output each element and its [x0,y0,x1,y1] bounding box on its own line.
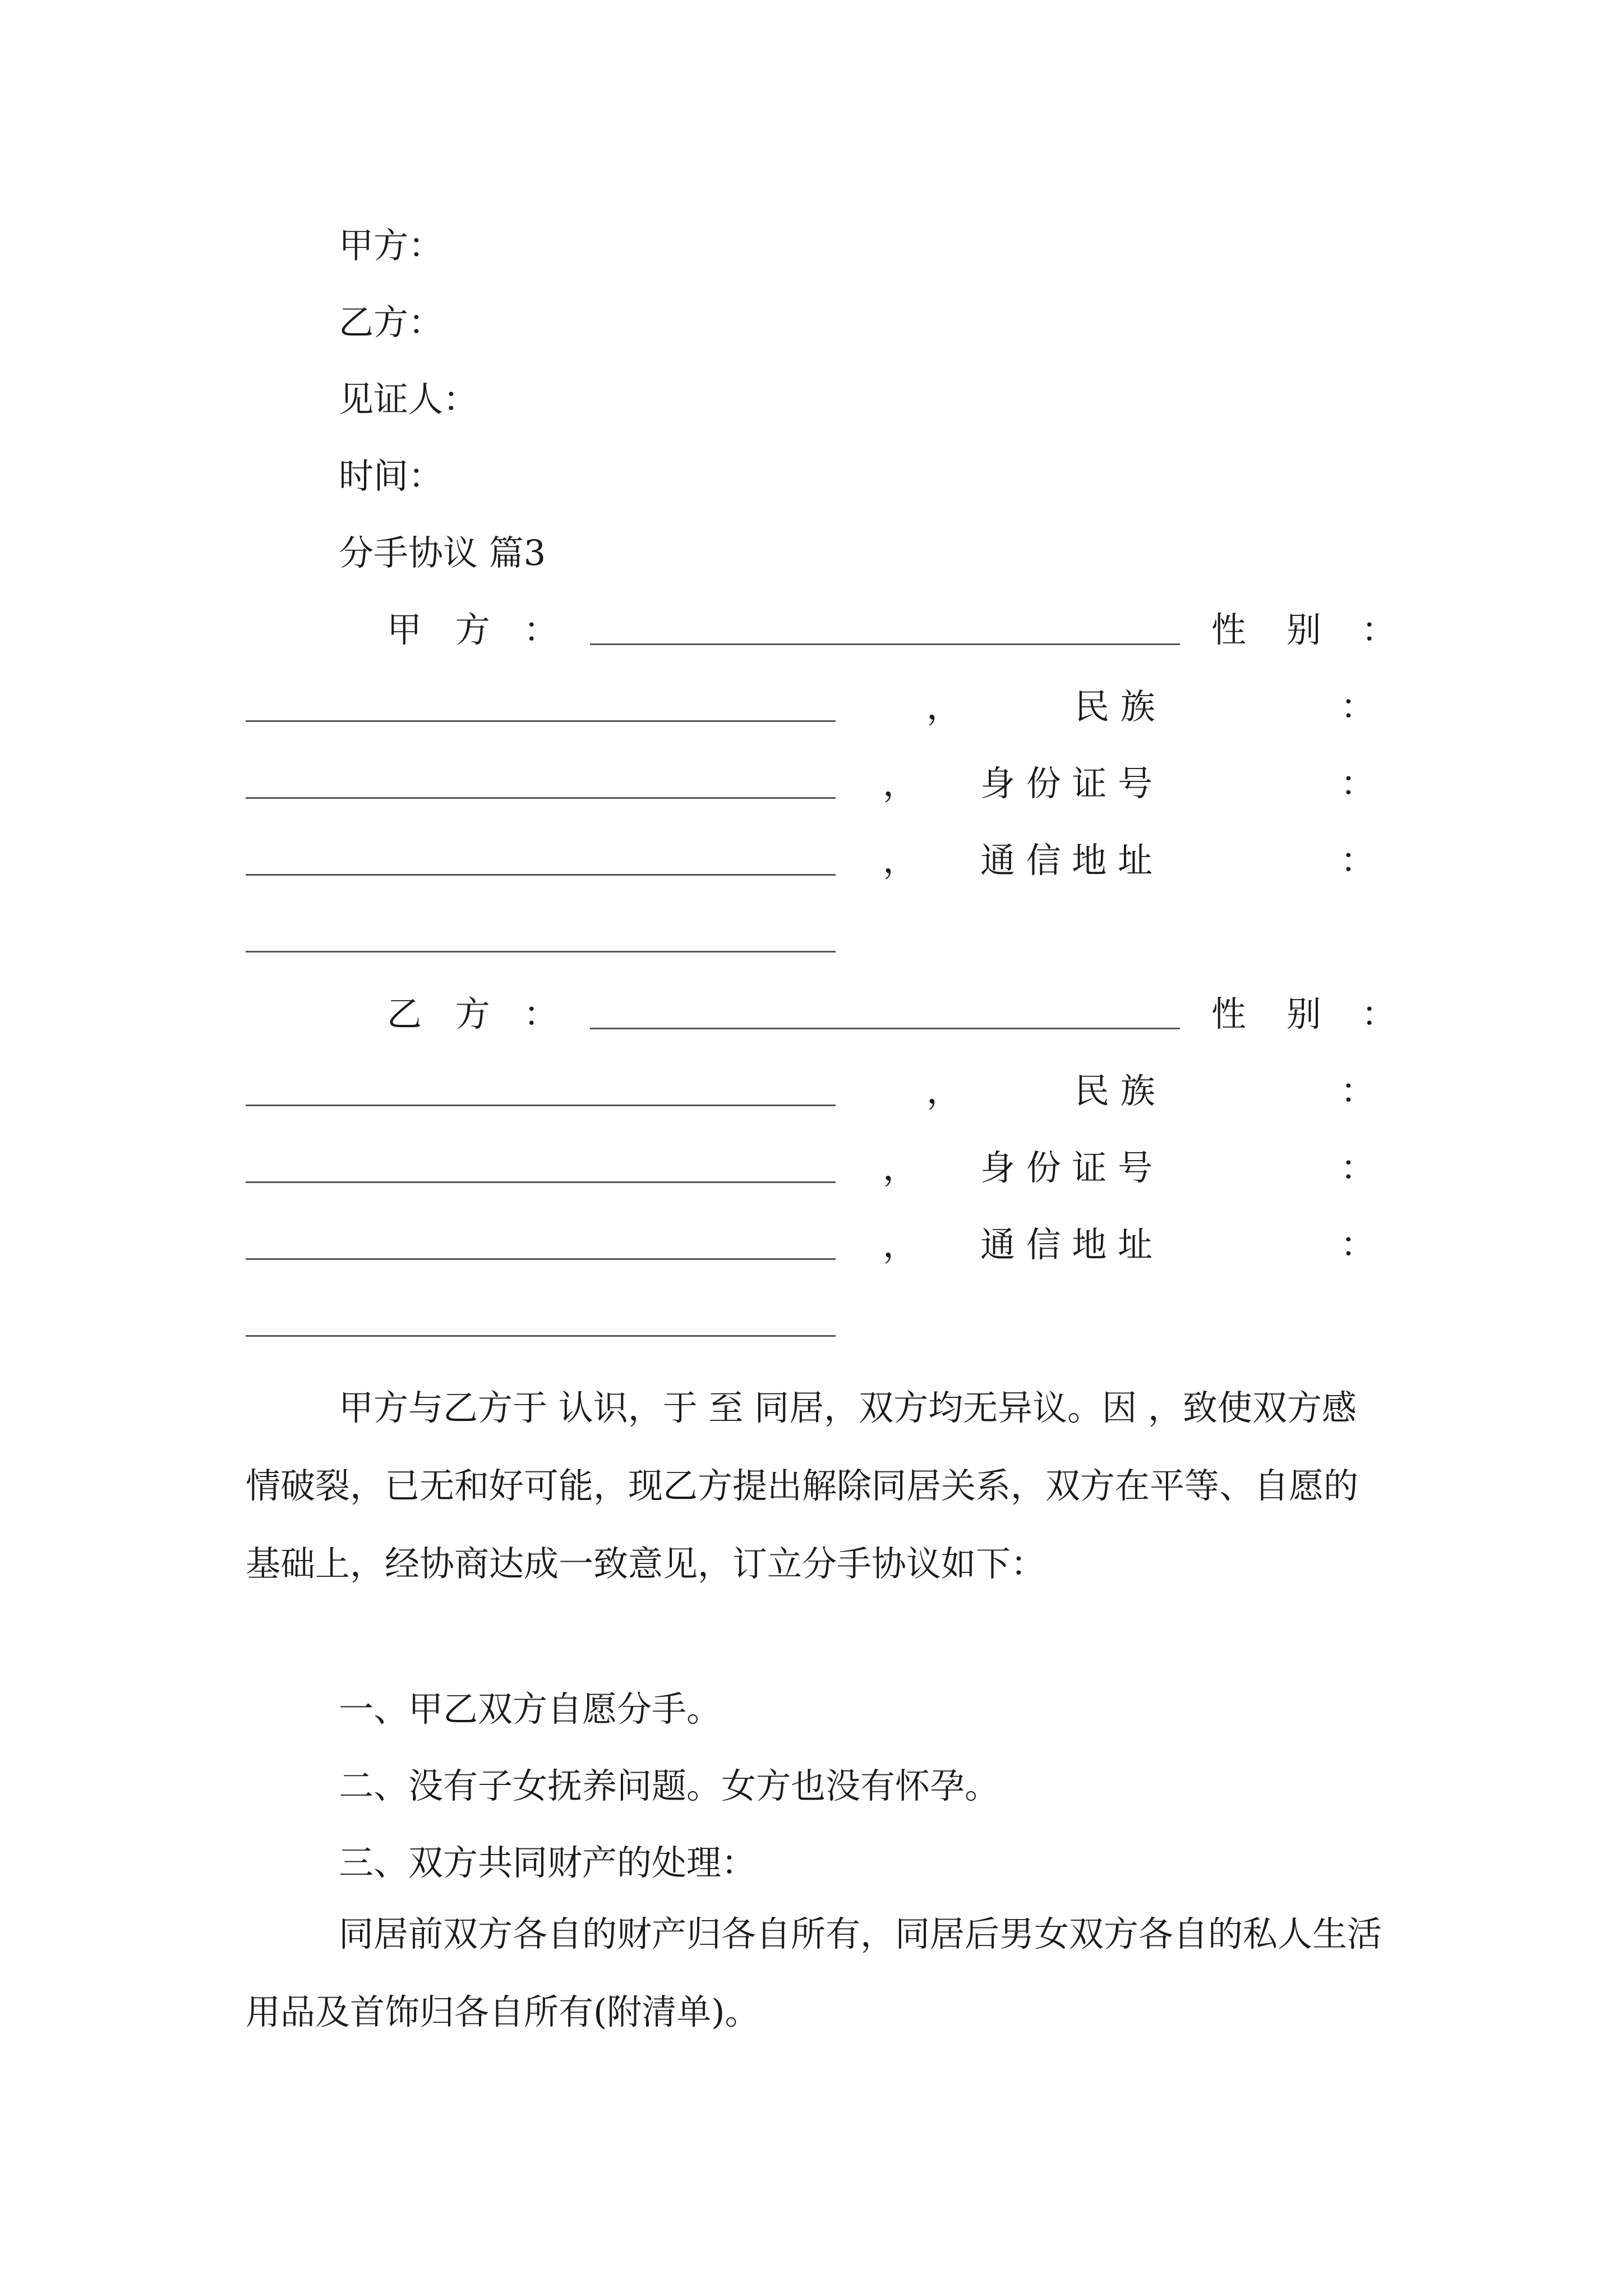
party-b-id-blank[interactable] [246,1258,836,1260]
intro-paragraph: 甲方与乙方于 认识，于 至 同居，双方均无异议。因 ，致使双方感情破裂，已无和好可能，现乙方提出解除同居关系，双方在平等、自愿的基础上，经协商达成一致意见，订立分手协议如下： [246,1387,1359,1584]
party-a-signature-label: 甲方： [339,225,444,266]
party-a-gender-label: 性 别 ： [1211,609,1411,650]
date-label: 时间： [339,455,444,496]
party-b-name-blank[interactable] [590,1028,1180,1029]
clause-3: 三、双方共同财产的处理： [339,1842,757,1883]
clause-2: 二、没有子女抚养问题。女方也没有怀孕。 [339,1765,1000,1806]
party-b-gender-label: 性 别 ： [1211,993,1411,1034]
party-b-gender-blank[interactable] [246,1105,836,1106]
party-b-ethnicity-comma: ， [926,1070,962,1111]
party-b-label: 乙 方 ： [387,993,570,1034]
party-b-ethnicity-blank[interactable] [246,1181,836,1183]
party-b-id-comma: ， [883,1147,918,1188]
party-a-ethnicity-label: 民 族 [1075,686,1155,727]
party-b-ethnicity-colon: ： [1340,1070,1376,1111]
party-a-id-colon: ： [1340,763,1376,804]
witness-label: 见证人： [339,379,478,420]
party-a-ethnicity-blank[interactable] [246,797,836,799]
party-a-address-colon: ： [1340,840,1376,881]
party-a-label: 甲 方 ： [387,609,570,650]
party-a-name-blank[interactable] [590,643,1180,645]
party-a-address-comma: ， [883,840,918,881]
party-b-address-comma: ， [883,1224,918,1265]
party-b-address-blank[interactable] [246,1335,836,1337]
party-a-address-blank[interactable] [246,951,836,953]
clause-1: 一、甲乙双方自愿分手。 [339,1688,722,1729]
party-b-id-colon: ： [1340,1147,1376,1188]
section-title: 分手协议 篇3 [339,532,546,573]
party-a-id-comma: ， [883,763,918,804]
party-a-id-label: 身 份 证 号 [980,763,1153,804]
party-a-id-blank[interactable] [246,874,836,876]
party-a-gender-blank[interactable] [246,720,836,722]
party-b-address-colon: ： [1340,1224,1376,1265]
property-paragraph: 同居前双方各自的财产归各自所有，同居后男女双方各自的私人生活用品及首饰归各自所有(附清单)。 [246,1913,1382,2032]
party-b-id-label: 身 份 证 号 [980,1147,1153,1188]
party-b-signature-label: 乙方： [339,302,444,343]
party-b-address-label: 通 信 地 址 [980,1224,1153,1265]
party-a-ethnicity-comma: ， [926,686,962,727]
party-b-ethnicity-label: 民 族 [1075,1070,1155,1111]
party-a-address-label: 通 信 地 址 [980,840,1153,881]
party-a-ethnicity-colon: ： [1340,686,1376,727]
